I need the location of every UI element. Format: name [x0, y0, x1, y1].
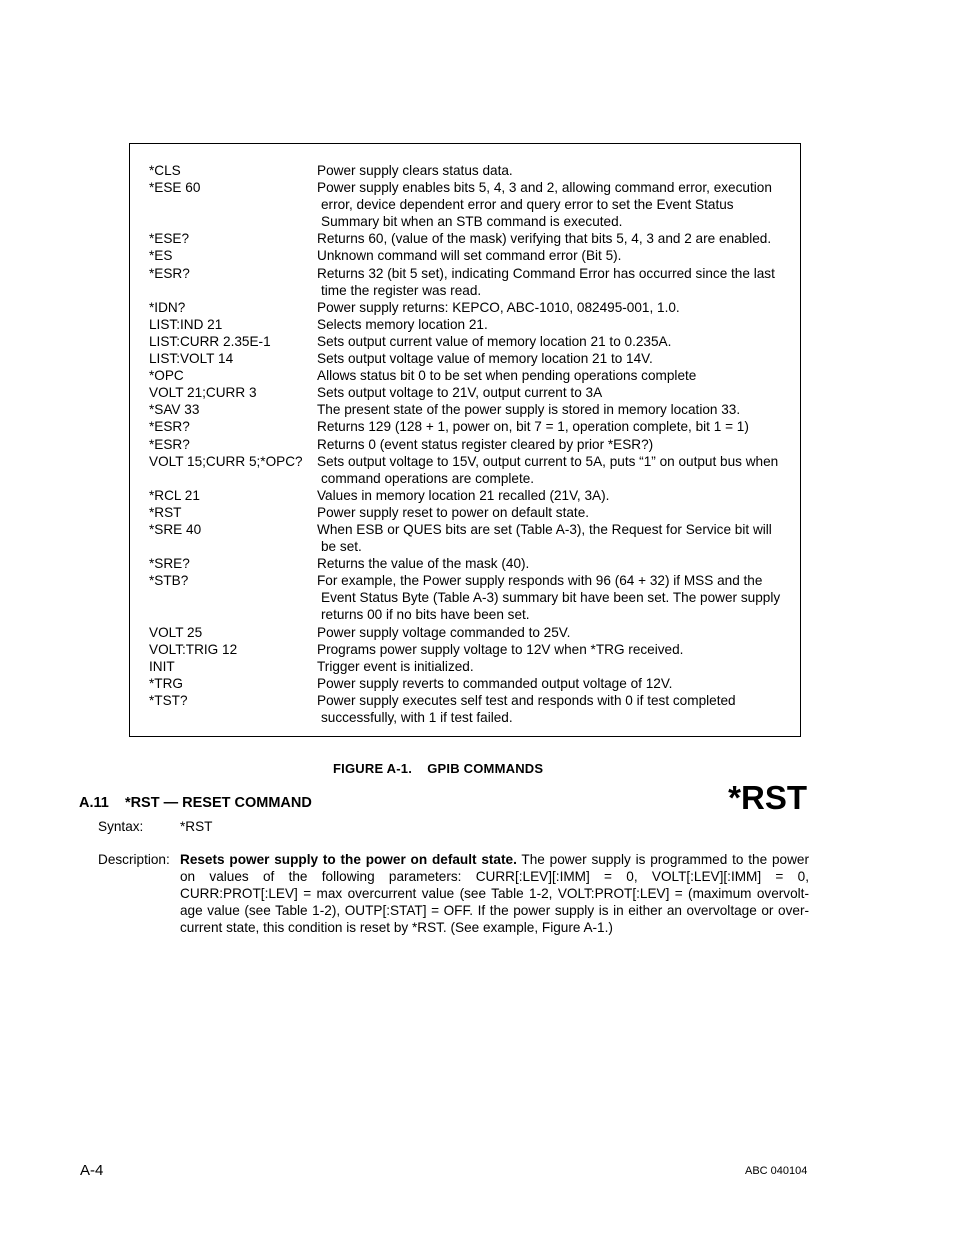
command-row: [149, 247, 794, 264]
command-description-line: Power supply executes self test and responds with 0 if test completed: [317, 692, 736, 708]
command-description: [317, 384, 794, 401]
command-row: [149, 367, 794, 384]
command-row: [149, 675, 794, 692]
command-code: VOLT 15;CURR 5;*OPC?: [149, 453, 303, 469]
command-row: [149, 504, 794, 521]
command-description-line: Sets output current value of memory location 21 to 0.235A.: [317, 333, 672, 349]
command-row: [149, 487, 794, 504]
command-description: [317, 658, 794, 675]
command-code: VOLT 21;CURR 3: [149, 385, 257, 401]
command-code: *IDN?: [149, 299, 186, 315]
command-description: [317, 316, 794, 333]
command-description: [317, 162, 794, 179]
command-code: *ESR?: [149, 419, 190, 435]
command-row: [149, 230, 794, 247]
command-description-line: Power supply voltage commanded to 25V.: [317, 624, 571, 640]
command-description: [317, 350, 794, 367]
command-description-line: Sets output voltage value of memory location 21 to 14V.: [317, 351, 653, 367]
command-description: [317, 572, 794, 623]
command-code: LIST:VOLT 14: [149, 351, 234, 367]
description-label: Description:: [98, 852, 170, 867]
command-row: [149, 658, 794, 675]
command-description: [317, 367, 794, 384]
command-row: [149, 384, 794, 401]
command-description: [317, 299, 794, 316]
command-description: [317, 453, 794, 487]
command-code: *RST: [149, 504, 182, 520]
command-description: [317, 179, 794, 230]
command-description: [317, 487, 794, 504]
command-code: *ESE?: [149, 231, 190, 247]
command-row: [149, 624, 794, 641]
command-description-line: Power supply reverts to commanded output voltage of 12V.: [317, 675, 673, 691]
command-code: VOLT 25: [149, 624, 203, 640]
command-code: *SRE 40: [149, 521, 202, 537]
command-description-line: returns 00 if no bits have been set.: [321, 607, 530, 623]
command-row: [149, 521, 794, 555]
command-code: *SAV 33: [149, 402, 200, 418]
page-number: A-4: [80, 1162, 104, 1179]
command-description-line: For example, the Power supply responds with 96 (64 + 32) if MSS and the: [317, 573, 763, 589]
gpib-commands-figure: [129, 143, 801, 737]
command-code: *RCL 21: [149, 487, 200, 503]
description-text: [180, 851, 809, 936]
command-description: [317, 265, 794, 299]
command-row: [149, 555, 794, 572]
command-row: [149, 162, 794, 179]
command-row: [149, 436, 794, 453]
description-line: Resets power supply to the power on default state. The power supply is programmed to the power: [180, 852, 809, 867]
description-line: CURR:PROT[:LEV] = max overcurrent value (see Table 1-2, VOLT:PROT[:LEV] = (maximum overvolt-: [180, 886, 809, 902]
command-description: [317, 401, 794, 418]
command-description-line: Power supply clears status data.: [317, 163, 513, 178]
command-code: *ESR?: [149, 436, 190, 452]
section-heading: A.11 *RST — RESET COMMAND: [79, 795, 312, 811]
command-row: [149, 179, 794, 230]
figure-caption: FIGURE A-1. GPIB COMMANDS: [333, 761, 544, 776]
command-row: [149, 572, 794, 623]
command-description-line: Returns the value of the mask (40).: [317, 556, 530, 572]
command-description-line: Allows status bit 0 to be set when pending operations complete: [317, 368, 697, 384]
command-code: *SRE?: [149, 556, 190, 572]
command-row: [149, 350, 794, 367]
command-description-line: Power supply enables bits 5, 4, 3 and 2, allowing command error, execution: [317, 180, 772, 196]
command-description: [317, 521, 794, 555]
command-description-line: Sets output voltage to 15V, output current to 5A, puts “1” on output bus when: [317, 453, 779, 469]
command-description: [317, 504, 794, 521]
command-row: [149, 401, 794, 418]
command-description-line: command operations are complete.: [321, 470, 535, 486]
command-row: [149, 299, 794, 316]
command-row: [149, 453, 794, 487]
command-code: *TST?: [149, 692, 188, 708]
description-line: age value (see Table 1-2), OUTP[:STAT] = OFF. If the power supply is in either an overvoltage or over-: [180, 903, 809, 919]
command-description-line: Power supply reset to power on default state.: [317, 504, 590, 520]
command-description-line: Trigger event is initialized.: [317, 658, 474, 674]
command-description-line: Returns 60, (value of the mask) verifying that bits 5, 4, 3 and 2 are enabled.: [317, 231, 772, 247]
syntax-label: Syntax:: [98, 819, 144, 834]
command-description-line: Sets output voltage to 21V, output current to 3A: [317, 385, 603, 401]
command-description: [317, 230, 794, 247]
command-description-line: Programs power supply voltage to 12V when *TRG received.: [317, 641, 684, 657]
command-code: *CLS: [149, 163, 181, 178]
command-description: [317, 641, 794, 658]
command-description-line: Returns 129 (128 + 1, power on, bit 7 = 1, operation complete, bit 1 = 1): [317, 419, 749, 435]
command-description-line: Unknown command will set command error (Bit 5).: [317, 248, 622, 264]
description-line: on values of the following parameters: CURR[:LEV][:IMM] = 0, VOLT[:LEV][:IMM] = 0,: [180, 869, 809, 885]
command-description-line: be set.: [321, 539, 362, 555]
command-description-line: error, device dependent error and query error to set the Event Status: [321, 197, 734, 213]
command-description: [317, 418, 794, 435]
description-bold: Resets power supply to the power on default state.: [180, 852, 517, 867]
command-description-line: Returns 0 (event status register cleared by prior *ESR?): [317, 436, 654, 452]
command-description-line: Selects memory location 21.: [317, 316, 488, 332]
command-description: [317, 692, 794, 726]
command-description: [317, 247, 794, 264]
command-code: VOLT:TRIG 12: [149, 641, 238, 657]
command-code: *ES: [149, 248, 173, 264]
command-code: LIST:IND 21: [149, 316, 223, 332]
command-description-line: Values in memory location 21 recalled (21V, 3A).: [317, 487, 610, 503]
description-line: current state, this condition is reset by *RST. (See example, Figure A-1.): [180, 920, 613, 936]
command-description-line: Event Status Byte (Table A-3) summary bit have been set. The power supply: [321, 590, 781, 606]
command-row: [149, 265, 794, 299]
command-description-line: Returns 32 (bit 5 set), indicating Command Error has occurred since the last: [317, 265, 775, 281]
command-description-line: time the register was read.: [321, 282, 482, 298]
command-row: [149, 418, 794, 435]
command-description-line: Power supply returns: KEPCO, ABC-1010, 082495-001, 1.0.: [317, 299, 680, 315]
command-description-line: When ESB or QUES bits are set (Table A-3), the Request for Service bit will: [317, 521, 772, 537]
command-description: [317, 555, 794, 572]
command-code: *ESR?: [149, 265, 190, 281]
command-description-line: Summary bit when an STB command is executed.: [321, 214, 623, 230]
command-code: *TRG: [149, 675, 183, 691]
command-row: [149, 333, 794, 350]
section-tab-label: *RST: [728, 779, 807, 816]
command-list: [149, 162, 794, 726]
command-description: [317, 624, 794, 641]
command-code: *OPC: [149, 368, 184, 384]
command-description-line: The present state of the power supply is stored in memory location 33.: [317, 402, 741, 418]
command-row: [149, 692, 794, 726]
syntax-value: *RST: [180, 819, 213, 834]
document-id: ABC 040104: [745, 1165, 808, 1177]
command-code: INIT: [149, 658, 175, 674]
command-description: [317, 333, 794, 350]
command-description: [317, 436, 794, 453]
command-description: [317, 675, 794, 692]
command-row: [149, 316, 794, 333]
command-code: LIST:CURR 2.35E-1: [149, 333, 271, 349]
command-code: *ESE 60: [149, 180, 201, 196]
command-row: [149, 641, 794, 658]
command-code: *STB?: [149, 573, 189, 589]
syntax-row: [98, 819, 212, 834]
command-description-line: successfully, with 1 if test failed.: [321, 710, 513, 725]
